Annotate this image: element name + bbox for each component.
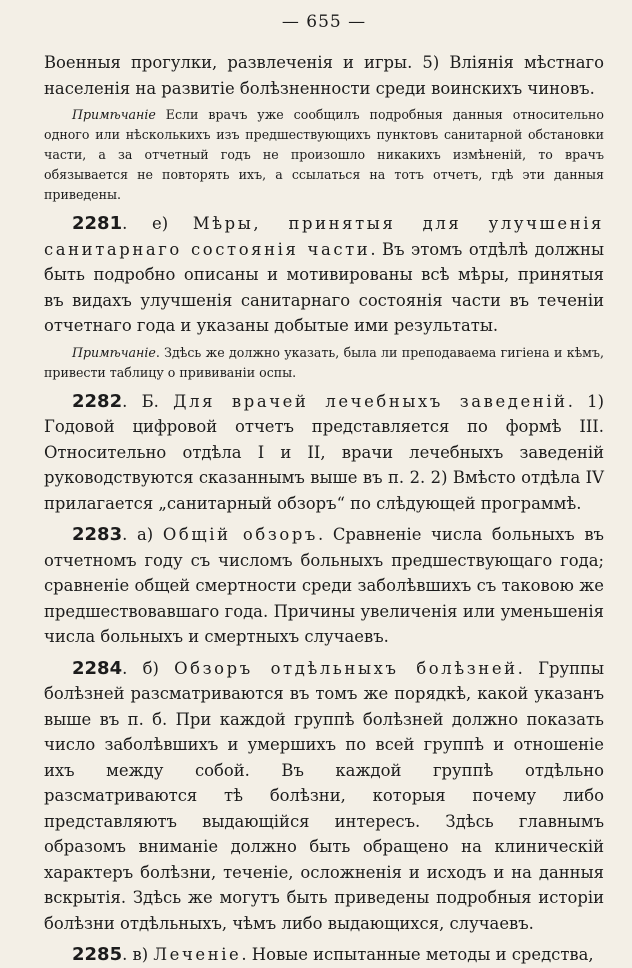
section-text: . Сравненіе числа больныхъ въ отчетномъ году съ числомъ больныхъ предшествующаго года; сравненіе общей смертности среди заболѣвшихъ съ таковою же предшествовавшаго года. Причины увеличенія или уменьшенія числа больныхъ и смертныхъ случаевъ. [44,525,604,646]
section-2284 [44,656,604,937]
note-text: . Здѣсь же должно указать, была ли преподаваема гигіена и кѣмъ, привести таблицу о прививаніи оспы. [44,344,604,380]
section-title: Общій обзоръ [162,525,318,544]
section-prefix: . Б. [122,391,174,411]
section-2281 [44,211,604,339]
section-prefix: . в) [122,945,154,964]
section-title: Леченіе [153,945,242,964]
section-text: . Новые испытанные методы и средства, [241,945,594,964]
section-text: . 1) Годовой цифровой отчетъ представляется по формѣ III. Относительно отдѣла I и II, врачи лечебныхъ заведеній руководствуются сказаннымъ выше въ п. 2. 2) Вмѣсто отдѣла IV прилагается „санитарный обзоръ“ по слѣдующей программѣ. [44,391,604,513]
note-text: Если врачъ уже сообщилъ подробныя данныя относительно одного или нѣсколькихъ изъ предшествующихъ пунктовъ санитарной обстановки части, а за отчетный годъ не произошло никакихъ измѣненій, то врачъ обязывается не повторять ихъ, а ссылаться на тотъ отчетъ, гдѣ эти данныя приведены. [44,107,604,202]
note-label: Примѣчаніе [72,107,156,122]
section-number: 2282 [72,390,123,412]
section-number: 2283 [72,524,123,545]
section-prefix: . а) [122,525,163,544]
page-number: — 655 — [281,12,367,32]
section-text: . Въ этомъ отдѣлѣ должны быть подробно описаны и мотивированы всѣ мѣры, принятыя въ видахъ улучшенія санитарнаго состоянія части въ теченіи отчетнаго года и указаны добытые ими результаты. [44,239,604,335]
note-paragraph-2 [44,343,604,383]
note-paragraph-1 [44,105,604,205]
section-title: Мѣры, принятыя для улучшенія санитарнаго состоянія части [44,214,604,259]
section-number: 2285 [72,944,123,965]
section-number: 2281 [72,213,123,234]
note-label: Примѣчаніе [72,344,156,360]
section-2282 [44,389,604,517]
section-text: . Группы болѣзней разсматриваются въ томъ же порядкѣ, какой указанъ выше въ п. б. При каждой группѣ болѣзней должно показать число заболѣвшихъ и умершихъ по всей группѣ и отношеніе ихъ между собой. Въ каждой группѣ отдѣльно разсматриваются тѣ болѣзни, которыя почему либо представляютъ выдающійся интересъ. Здѣсь главнымъ образомъ вниманіе должно быть обращено на клиническій характеръ болѣзни, теченіе, осложненія и исходъ и на данныя вскрытія. Здѣсь же могутъ быть приведены подробныя исторіи болѣзни отдѣльныхъ, чѣмъ либо выдающихся, случаевъ. [44,658,604,933]
section-2283 [44,522,604,650]
section-title: Для врачей лечебныхъ заведеній [173,391,568,411]
section-number: 2284 [72,657,123,679]
section-prefix: . б) [122,658,175,678]
section-prefix: . е) [122,214,193,233]
section-2285 [44,942,604,968]
section-title: Обзоръ отдѣльныхъ болѣзней [174,658,518,678]
intro-paragraph: Военныя прогулки, развлеченія и игры. 5) Вліянія мѣстнаго населенія на развитіе болѣзненности среди воинскихъ чиновъ. [44,53,604,98]
